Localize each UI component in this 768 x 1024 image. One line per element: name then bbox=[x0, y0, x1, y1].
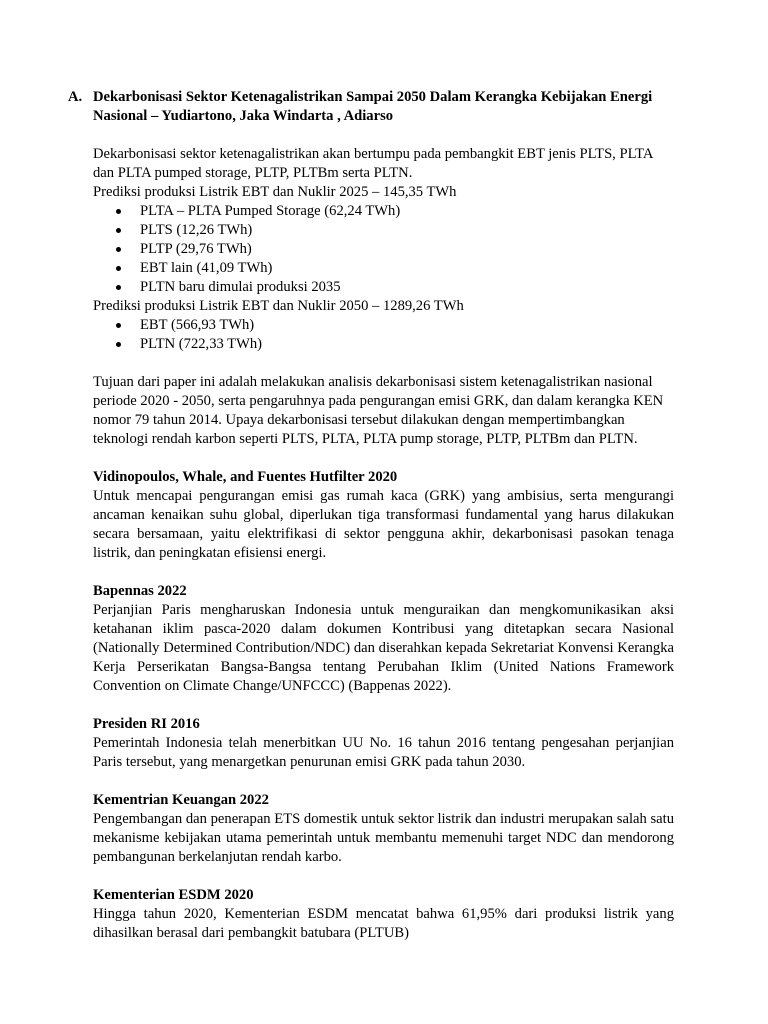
bullet-icon bbox=[116, 228, 121, 233]
ref-body-keuangan: Pengembangan dan penerapan ETS domestik untuk sektor listrik dan industri merupakan salah satu mekanisme kebijakan utama pemerintah untuk membantu memenuhi target NDC dan mendorong pembangunan berkelanjutan rendah karbo. bbox=[93, 811, 674, 865]
spacer bbox=[93, 449, 674, 468]
list-item-text: PLTP (29,76 TWh) bbox=[140, 241, 252, 257]
spacer bbox=[93, 867, 674, 886]
spacer bbox=[93, 696, 674, 715]
prediction-2050: Prediksi produksi Listrik EBT dan Nuklir 2050 – 1289,26 TWh bbox=[93, 298, 464, 314]
ref-title-esdm: Kementerian ESDM 2020 bbox=[93, 887, 254, 903]
bullet-icon bbox=[116, 266, 121, 271]
prediction-2025: Prediksi produksi Listrik EBT dan Nuklir 2025 – 145,35 TWh bbox=[93, 184, 457, 200]
list-item-text: EBT lain (41,09 TWh) bbox=[140, 260, 273, 276]
list-item bbox=[93, 335, 674, 354]
section-a-marker: A. bbox=[68, 89, 83, 105]
spacer bbox=[93, 126, 674, 145]
ref-body-bapennas: Perjanjian Paris mengharuskan Indonesia untuk menguraikan dan mengkomunikasikan aksi ketahanan iklim pasca-2020 dalam dokumen Kontribusi yang ditetapkan secara Nasional (Nationally Determined Contribution/NDC) dan diserahkan kepada Sekretariat Konvensi Kerangka Kerja Perserikatan Bangsa-Bangsa tentang Perubahan Iklim (United Nations Framework Convention on Climate Change/UNFCCC) (Bappenas 2022). bbox=[93, 602, 674, 694]
ref-title-bapennas: Bapennas 2022 bbox=[93, 583, 187, 599]
bullet-icon bbox=[116, 247, 121, 252]
list-item-text: PLTS (12,26 TWh) bbox=[140, 222, 253, 238]
list-item-text: EBT (566,93 TWh) bbox=[140, 317, 255, 333]
spacer bbox=[93, 354, 674, 373]
bullet-icon bbox=[116, 342, 121, 347]
list-item bbox=[93, 278, 674, 297]
list-item bbox=[93, 221, 674, 240]
bullet-icon bbox=[116, 323, 121, 328]
list-item-text: PLTN baru dimulai produksi 2035 bbox=[140, 279, 341, 295]
bullet-icon bbox=[116, 209, 121, 214]
list-item bbox=[93, 259, 674, 278]
list-2025 bbox=[93, 202, 674, 297]
ref-title-keuangan: Kementrian Keuangan 2022 bbox=[93, 792, 269, 808]
document-content bbox=[68, 88, 674, 943]
ref-title-presiden: Presiden RI 2016 bbox=[93, 716, 200, 732]
spacer bbox=[93, 772, 674, 791]
section-a-heading-text: Dekarbonisasi Sektor Ketenagalistrikan Sampai 2050 Dalam Kerangka Kebijakan Energi Nasional – Yudiartono, Jaka Windarta , Adiarso bbox=[93, 89, 653, 124]
section-a-purpose: Tujuan dari paper ini adalah melakukan analisis dekarbonisasi sistem ketenagalistrikan nasional periode 2020 - 2050, serta pengaruhnya pada pengurangan emisi GRK, dan dalam kerangka KEN nomor 79 tahun 2014. Upaya dekarbonisasi tersebut dilakukan dengan mempertimbangkan teknologi rendah karbon seperti PLTS, PLTA, PLTA pump storage, PLTP, PLTBm dan PLTN. bbox=[93, 374, 664, 447]
ref-body-vidinopoulos: Untuk mencapai pengurangan emisi gas rumah kaca (GRK) yang ambisius, serta mengurangi ancaman kenaikan suhu global, diperlukan tiga transformasi fundamental yang harus dilakukan secara bersamaan, yaitu elektrifikasi di sektor pengguna akhir, dekarbonisasi pasokan tenaga listrik, dan peningkatan efisiensi energi. bbox=[93, 488, 674, 561]
list-item-text: PLTA – PLTA Pumped Storage (62,24 TWh) bbox=[140, 203, 401, 219]
list-2050 bbox=[93, 316, 674, 354]
ref-body-presiden: Pemerintah Indonesia telah menerbitkan UU No. 16 tahun 2016 tentang pengesahan perjanjian Paris tersebut, yang menargetkan penurunan emisi GRK pada tahun 2030. bbox=[93, 735, 674, 770]
section-a-intro: Dekarbonisasi sektor ketenagalistrikan akan bertumpu pada pembangkit EBT jenis PLTS, PLTA dan PLTA pumped storage, PLTP, PLTBm serta PLTN. bbox=[93, 146, 653, 181]
list-item-text: PLTN (722,33 TWh) bbox=[140, 336, 263, 352]
list-item bbox=[93, 240, 674, 259]
bullet-icon bbox=[116, 285, 121, 290]
section-a-heading bbox=[68, 88, 674, 126]
spacer bbox=[93, 563, 674, 582]
ref-title-vidinopoulos: Vidinopoulos, Whale, and Fuentes Hutfilter 2020 bbox=[93, 469, 398, 485]
list-item bbox=[93, 316, 674, 335]
list-item bbox=[93, 202, 674, 221]
ref-body-esdm: Hingga tahun 2020, Kementerian ESDM mencatat bahwa 61,95% dari produksi listrik yang dihasilkan berasal dari pembangkit batubara (PLTUB) bbox=[93, 906, 674, 941]
